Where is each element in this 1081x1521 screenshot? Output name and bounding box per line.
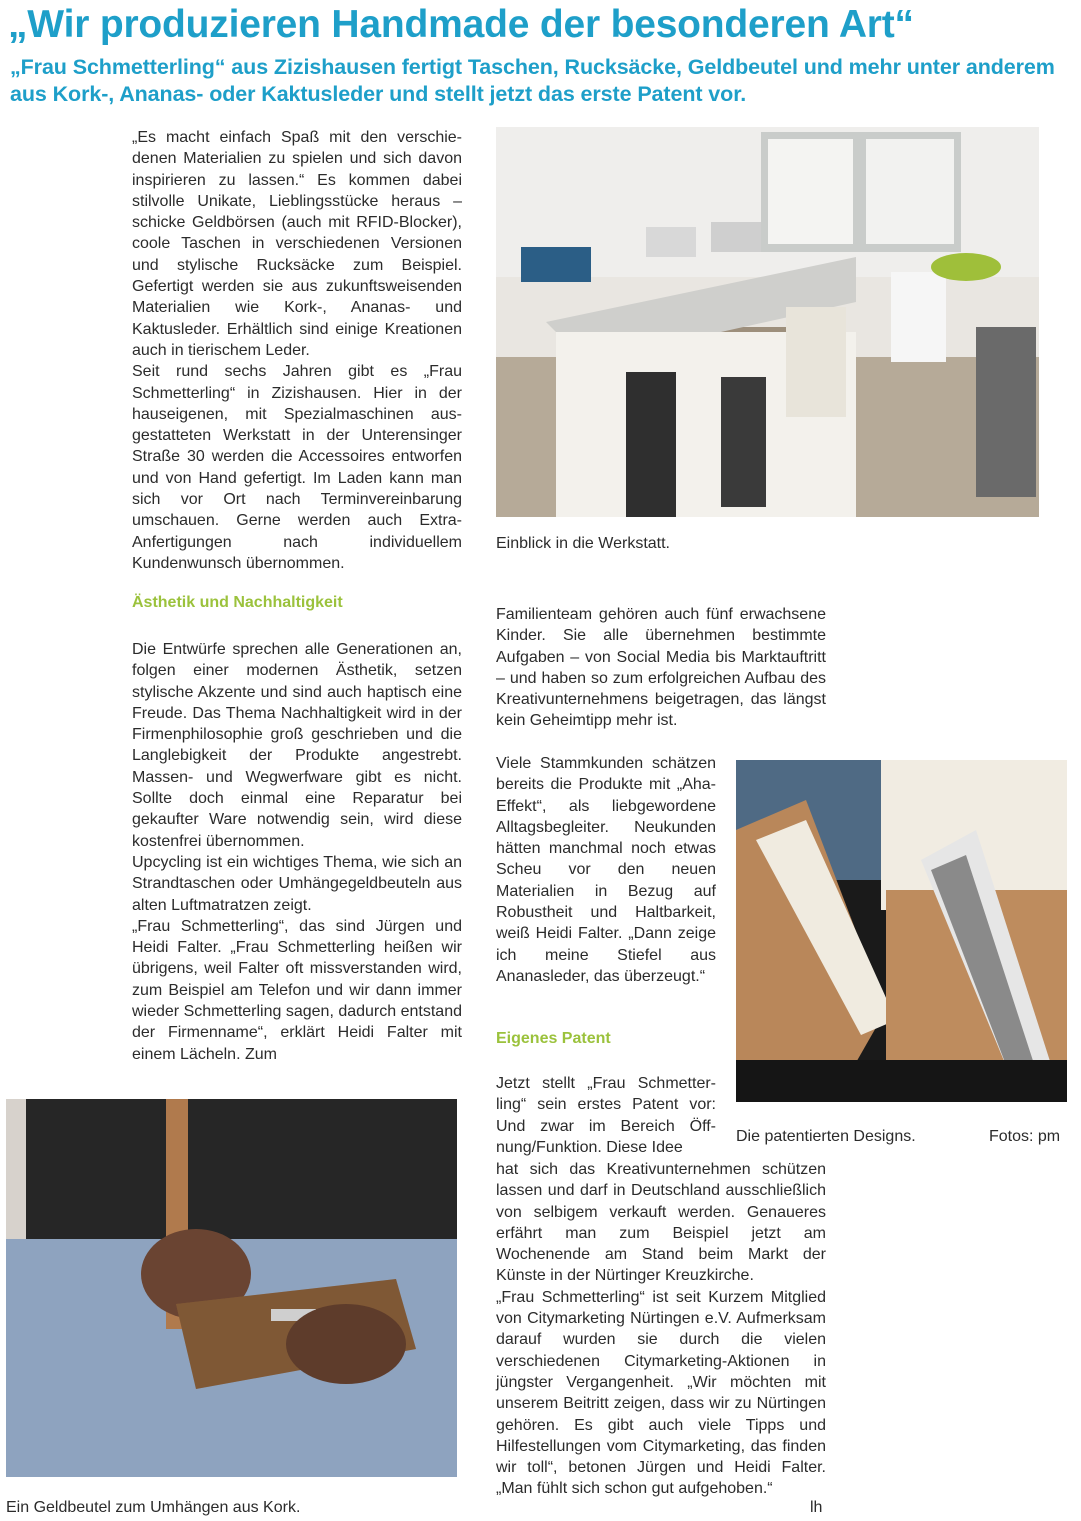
designs-photo [736,760,1067,1102]
paragraph: Viele Stammkunden schätzen bereits die Produkte mit „Aha-Effekt“, als liebgewordene Alltagsbegleiter. Neukunden hätten manchmal noch etwas Scheu vor den neuen Materialien in Bezug auf Robustheit und Haltbarkeit, weiß Heidi Falter. „Dann zeige ich meine Stiefel aus Ananasleder, das überzeugt.“ [496,755,716,985]
headline: „Wir produzieren Handmade der besonderen Art“ [8,3,914,46]
column-2-narrow [496,753,716,987]
paragraph: Die Entwürfe sprechen alle Generationen an, folgen einer modernen Ästhetik, setzen stylische Akzente und sind auch haptisch eine Freude. Das Thema Nachhaltigkeit wird in der Firmenphilosophie groß geschrieben und die Langlebigkeit der Produkte angestrebt. Massen- und Wegwerfware gibt es nicht. Sollte doch einmal eine Reparatur bei gekaufter Ware notwendig sein, wird diese kostenfrei übernommen. [132,641,462,850]
paragraph: „Frau Schmetterling“, das sind Jürgen und Heidi Falter. „Frau Schmetterling heißen wir übrigens, weil Falter oft missverstanden wird, zum Beispiel am Telefon und wir dann immer wieder Schmetterling sagen, dadurch entstand der Firmenname“, erklärt Heidi Falter mit einem Lächeln. Zum [132,917,462,1063]
paragraph: Upcycling ist ein wichtiges Thema, wie sich an Strandtaschen oder Umhängegeldbeuteln aus alten Luftmatratzen zeigt. [132,853,462,914]
section-heading-aesthetics: Ästhetik und Nachhaltigkeit [132,594,343,611]
column-1-intro [132,127,462,574]
paragraph: hat sich das Kreativunternehmen schützen lassen und darf in Deutschland ausschließlich von selbigem verkauft werden. Genaueres erfährt man zum Beispiel jetzt am Wochenende am Stand beim Markt der Künste in der Nürtinger Kreuzkirche. [496,1161,826,1285]
column-2-top [496,604,826,732]
section-heading-patent: Eigenes Patent [496,1030,611,1047]
caption-wallet: Ein Geldbeutel zum Umhängen aus Kork. [6,1499,301,1516]
paragraph: Familienteam gehören auch fünf erwachsene Kinder. Sie alle übernehmen bestimmte Aufgaben – von Social Media bis Marktauftritt – und haben so zum erfolgreichen Aufbau des Kreativunternehmens beigetragen, das längst kein Geheimtipp mehr ist. [496,606,826,730]
paragraph: Seit rund sechs Jahren gibt es „Frau Schmetterling“ in Zizishausen. Hier in der hauseigenen, mit Spezialmaschinen ausgestatteten Werkstatt in der Unterensinger Straße 30 werden die Accessoires entworfen und von Hand gefertigt. Im Laden kann man sich vor Ort nach Terminvereinbarung umschauen. Gerne werden auch Extra-Anfertigungen nach individuellem Kundenwunsch übernommen. [132,363,462,572]
paragraph: Jetzt stellt „Frau Schmetterling“ sein erstes Patent vor: Und zwar im Bereich Öffnung/Funktion. Diese Idee [496,1075,716,1156]
paragraph: „Frau Schmetterling“ ist seit Kurzem Mitglied von Citymarketing Nürtingen e.V. Aufmerksam darauf wurden sie durch die vielen verschiedenen Citymarketing-Aktionen in jüngster Vergangenheit. „Wir möchten mit unserem Beitritt zeigen, dass wir zu Nürtingen gehören. Es gibt auch viele Tipps und Hilfestellungen vom Citymarketing, das finden wir toll“, betonen Jürgen und Heidi Falter. „Man fühlt sich schon gut aufgehoben.“ [496,1288,826,1498]
paragraph: „Es macht einfach Spaß mit den verschiedenen Materialien zu spielen und sich davon inspirieren zu lassen.“ Es kommen dabei stilvolle Unikate, Lieblingsstücke heraus – schicke Geldbörsen (auch mit RFID-Blocker), coole Taschen in verschiedenen Versionen und stylische Rucksäcke zum Beispiel. Gefertigt werden sie aus zukunftsweisenden Materialien wie Kork-, Ananas- und Kaktusleder. Erhältlich sind einige Kreationen auch in tierischem Leder. [132,129,462,359]
subheadline: „Frau Schmetterling“ aus Zizishausen fertigt Taschen, Rucksäcke, Geldbeutel und mehr unter anderem aus Kork-, Ananas- oder Kaktusleder und stellt jetzt das erste Patent vor. [10,55,1055,106]
author-initials: lh [810,1499,823,1516]
photo-credit: Fotos: pm [989,1128,1061,1145]
column-2-patent-narrow [496,1073,716,1158]
workshop-photo [496,127,1039,517]
wallet-photo [6,1099,457,1477]
caption-designs: Die patentierten Designs. [736,1128,916,1145]
column-2-patent-wide [496,1159,826,1500]
column-1-body [132,639,462,1065]
caption-workshop: Einblick in die Werkstatt. [496,535,670,552]
